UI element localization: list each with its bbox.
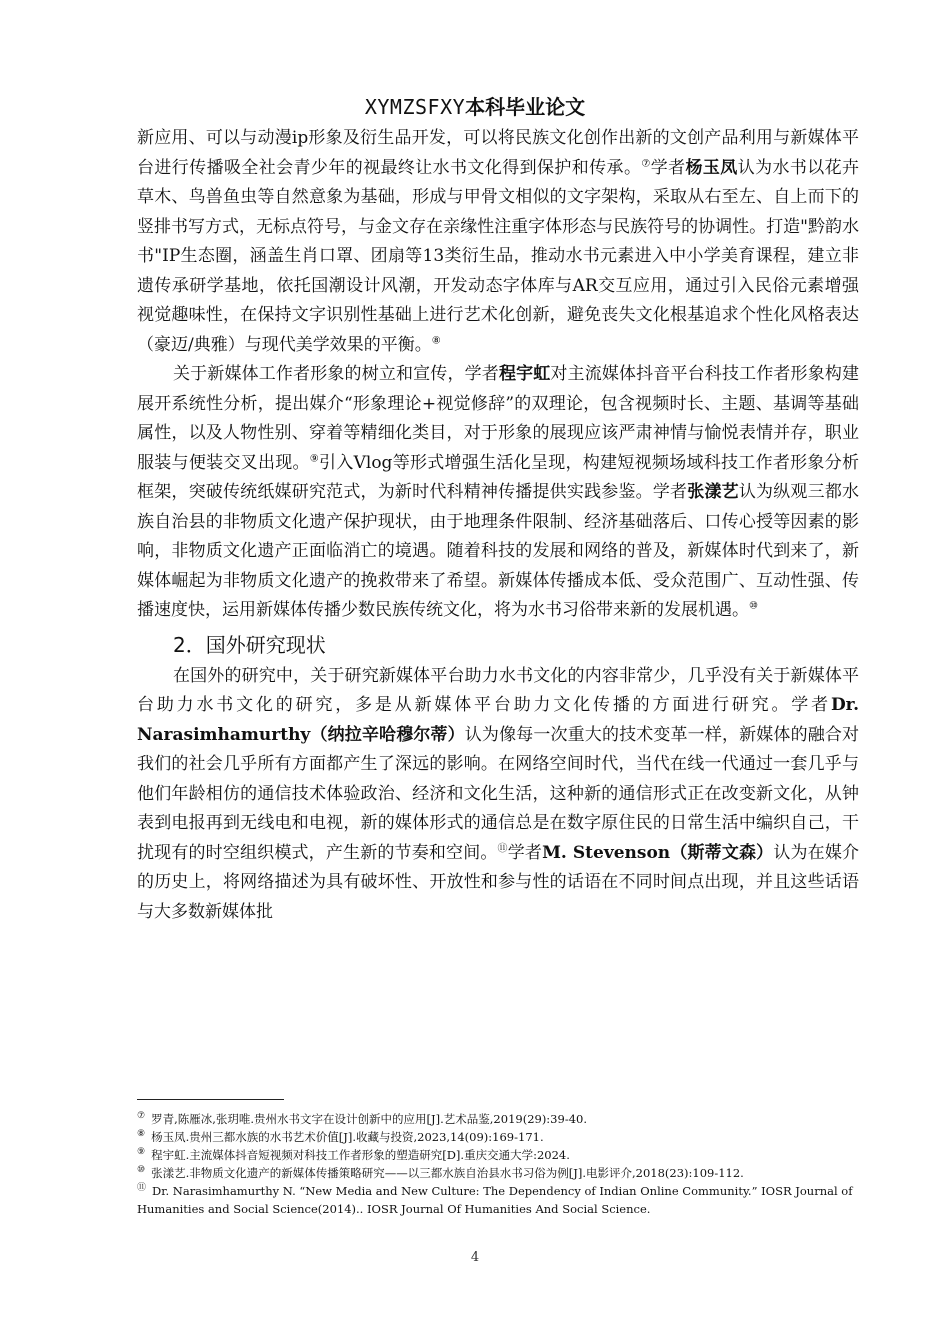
footnotes xyxy=(137,1110,859,1218)
footnote-number: ⑨ xyxy=(137,1147,146,1158)
author-name: 张漾艺 xyxy=(687,482,739,502)
footnote-text: 张漾艺.非物质文化遗产的新媒体传播策略研究——以三都水族自治县水书习俗为例[J].电影评介,2018(23):109-112. xyxy=(151,1166,744,1180)
body-text xyxy=(137,124,859,927)
author-name: M. Stevenson（斯蒂文森） xyxy=(542,842,774,863)
text-run: 对主流媒体抖音平台科技工作者形象构建展开系统性分析，提出媒介“形象理论+视觉修辞”的双理论，包含视频时长、主题、基调等基础属性，以及人物性别、穿着等精细化类目，对于形象的展现应该严肃神情与愉悦表情并存，职业服装与便装交叉出现。 xyxy=(137,364,860,473)
text-run: 认为像每一次重大的技术变革一样，新媒体的融合对我们的社会几乎所有方面都产生了深远的影响。在网络空间时代，当代在线一代通过一套几乎与他们年龄相仿的通信技术体验政治、经济和文化生活，这种新的通信形式正在改变新文化，从钟表到电报再到无线电和电视，新的媒体形式的通信总是在数字原住民的日常生活中编织自己，干扰现有的时空组织模式，产生新的节奏和空间。 xyxy=(137,724,860,863)
paragraph-2 xyxy=(137,360,859,626)
author-name: 程宇虹 xyxy=(498,364,551,384)
footnote-ref[interactable]: ⑪ xyxy=(497,842,508,854)
footnote-item xyxy=(137,1128,859,1146)
footnote-number: ⑪ xyxy=(137,1183,147,1194)
author-name: Dr. Narasimhamurthy（纳拉辛哈穆尔蒂） xyxy=(137,695,859,745)
header-code: XYMZSFXY xyxy=(364,95,466,119)
text-run: 学者 xyxy=(650,157,686,178)
paragraph-1 xyxy=(137,124,859,360)
text-run: 认为纵观三都水族自治县的非物质文化遗产保护现状，由于地理条件限制、经济基础落后、口传心授等因素的影响，非物质文化遗产正面临消亡的境遇。随着科技的发展和网络的普及，新媒体时代到来了，新媒体崛起为非物质文化遗产的挽救带来了希望。新媒体传播成本低、受众范围广、互动性强、传播速度快，运用新媒体传播少数民族传统文化，将为水书习俗带来新的发展机遇。 xyxy=(137,482,860,620)
footnote-item xyxy=(137,1110,859,1128)
footnote-ref[interactable]: ⑧ xyxy=(431,334,441,346)
footnote-item xyxy=(137,1146,859,1164)
footnote-divider xyxy=(137,1099,284,1100)
text-run: 在国外的研究中，关于研究新媒体平台助力水书文化的内容非常少，几乎没有关于新媒体平台助力水书文化的研究，多是从新媒体平台助力文化传播的方面进行研究。学者 xyxy=(137,665,859,715)
footnote-number: ⑧ xyxy=(137,1129,146,1140)
footnote-item xyxy=(137,1164,859,1182)
paragraph-3 xyxy=(137,662,859,928)
page-number: 4 xyxy=(470,1250,480,1265)
text-run: 学者 xyxy=(507,842,543,863)
footnote-item xyxy=(137,1182,859,1218)
footnote-ref[interactable]: ⑦ xyxy=(641,157,651,169)
author-name: 杨玉凤 xyxy=(685,157,738,178)
text-run: 新应用、可以与动漫ip形象及衍生品开发，可以将民族文化创作出新的文创产品利用与新媒体平台进行传播吸全社会青少年的视最终让水书文化得到保护和传承。 xyxy=(137,128,859,178)
section-heading: 2．国外研究现状 xyxy=(173,632,326,657)
footnote-ref[interactable]: ⑨ xyxy=(309,452,320,464)
footnote-text: Dr. Narasimhamurthy N. “New Media and New Culture: The Dependency of Indian Online Community.” IOSR Journal of Humanities and Social Science(2014).. IOSR Journal Of Humanities And Social Science. xyxy=(137,1184,853,1216)
footnote-number: ⑦ xyxy=(137,1111,146,1122)
footnote-ref[interactable]: ⑩ xyxy=(749,600,758,612)
text-run: 引入Vlog等形式增强生活化呈现，构建短视频场域科技工作者形象分析框架，突破传统纸媒研究范式，为新时代科精神传播提供实践参鉴。学者 xyxy=(137,452,859,502)
text-run: 认为水书以花卉草木、鸟兽鱼虫等自然意象为基础，形成与甲骨文相似的文字架构，采取从右至左、自上而下的竖排书写方式，无标点符号，与金文存在亲缘性注重字体形态与民族符号的协调性。打造"黔韵水书"IP生态圈，涵盖生肖口罩、团扇等13类衍生品，推动水书元素进入中小学美育课程，建立非遗传承研学基地，依托国潮设计风潮，开发动态字体库与AR交互应用，通过引入民俗元素增强视觉趣味性，在保持文字识别性基础上进行艺术化创新，避免丧失文化根基追求个性化风格表达（豪迈/典雅）与现代美学效果的平衡。 xyxy=(137,157,860,355)
footnote-text: 程宇虹.主流媒体抖音短视频对科技工作者形象的塑造研究[D].重庆交通大学:2024. xyxy=(151,1148,570,1162)
footnote-text: 罗青,陈雁冰,张玥唯.贵州水书文字在设计创新中的应用[J].艺术品鉴,2019(29):39-40. xyxy=(151,1112,587,1126)
text-run: 关于新媒体工作者形象的树立和宣传，学者 xyxy=(173,364,499,384)
footnote-number: ⑩ xyxy=(137,1165,146,1176)
text-run: 认为在媒介的历史上，将网络描述为具有破坏性、开放性和参与性的话语在不同时间点出现，并且这些话语与大多数新媒体批 xyxy=(137,842,860,922)
header-title: 本科毕业论文 xyxy=(465,95,586,119)
running-header xyxy=(0,94,950,120)
footnote-text: 杨玉凤.贵州三都水族的水书艺术价值[J].收藏与投资,2023,14(09):169-171. xyxy=(151,1130,544,1144)
